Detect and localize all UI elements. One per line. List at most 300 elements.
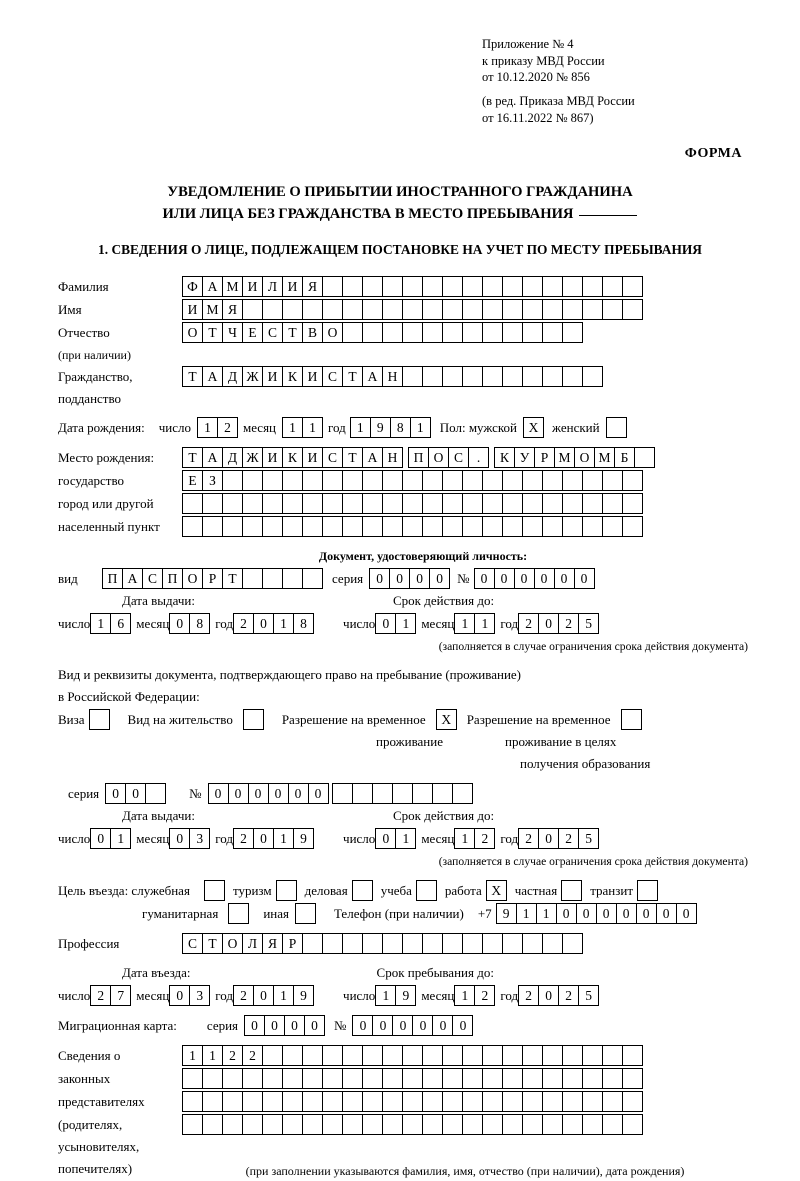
stay-doc-valid-year-input[interactable] bbox=[518, 828, 598, 849]
purpose-other-checkbox[interactable] bbox=[295, 903, 316, 924]
form-cell[interactable] bbox=[262, 1068, 283, 1089]
form-cell[interactable] bbox=[582, 1114, 603, 1135]
form-cell[interactable] bbox=[322, 1114, 343, 1135]
form-cell[interactable]: 1 bbox=[474, 613, 495, 634]
form-cell[interactable] bbox=[542, 276, 563, 297]
form-cell[interactable]: А bbox=[122, 568, 143, 589]
form-cell[interactable] bbox=[342, 1068, 363, 1089]
residence-permit-checkbox[interactable] bbox=[243, 709, 264, 730]
purpose-private-checkbox[interactable] bbox=[561, 880, 582, 901]
form-cell[interactable] bbox=[342, 1045, 363, 1066]
form-cell[interactable]: 0 bbox=[248, 783, 269, 804]
id-doc-issue-day-input[interactable] bbox=[90, 613, 130, 634]
form-cell[interactable] bbox=[522, 366, 543, 387]
form-cell[interactable] bbox=[262, 1114, 283, 1135]
form-cell[interactable] bbox=[542, 493, 563, 514]
form-cell[interactable] bbox=[362, 1045, 383, 1066]
form-cell[interactable]: 1 bbox=[90, 613, 111, 634]
form-cell[interactable] bbox=[542, 470, 563, 491]
form-cell[interactable] bbox=[622, 516, 643, 537]
form-cell[interactable] bbox=[242, 299, 263, 320]
form-cell[interactable]: Т bbox=[182, 447, 203, 468]
form-cell[interactable] bbox=[382, 1091, 403, 1112]
form-cell[interactable] bbox=[362, 276, 383, 297]
form-cell[interactable]: 2 bbox=[558, 985, 579, 1006]
form-cell[interactable]: И bbox=[302, 447, 323, 468]
stay-doc-issue-year-input[interactable] bbox=[233, 828, 313, 849]
migration-card-number-input[interactable] bbox=[352, 1015, 472, 1036]
form-cell[interactable] bbox=[302, 1045, 323, 1066]
form-cell[interactable] bbox=[582, 1045, 603, 1066]
id-doc-valid-month-input[interactable] bbox=[454, 613, 494, 634]
form-cell[interactable]: 1 bbox=[273, 828, 294, 849]
form-cell[interactable] bbox=[242, 1114, 263, 1135]
birthplace-state-input[interactable] bbox=[182, 447, 654, 468]
form-cell[interactable] bbox=[422, 366, 443, 387]
form-cell[interactable]: 1 bbox=[282, 417, 303, 438]
form-cell[interactable] bbox=[362, 299, 383, 320]
purpose-work-checkbox[interactable]: X bbox=[486, 880, 507, 901]
form-cell[interactable]: 2 bbox=[233, 985, 254, 1006]
form-cell[interactable] bbox=[362, 933, 383, 954]
temporary-residence-checkbox[interactable]: X bbox=[436, 709, 457, 730]
form-cell[interactable]: С bbox=[448, 447, 469, 468]
form-cell[interactable] bbox=[442, 322, 463, 343]
form-cell[interactable]: 0 bbox=[264, 1015, 285, 1036]
form-cell[interactable]: П bbox=[408, 447, 429, 468]
form-cell[interactable] bbox=[302, 299, 323, 320]
form-cell[interactable]: 5 bbox=[578, 828, 599, 849]
form-cell[interactable] bbox=[522, 322, 543, 343]
form-cell[interactable] bbox=[442, 516, 463, 537]
form-cell[interactable]: Д bbox=[222, 447, 243, 468]
form-cell[interactable]: С bbox=[262, 322, 283, 343]
form-cell[interactable] bbox=[282, 299, 303, 320]
form-cell[interactable] bbox=[242, 470, 263, 491]
form-cell[interactable] bbox=[542, 299, 563, 320]
form-cell[interactable] bbox=[442, 1068, 463, 1089]
purpose-official-checkbox[interactable] bbox=[204, 880, 225, 901]
form-cell[interactable] bbox=[622, 493, 643, 514]
form-cell[interactable] bbox=[462, 933, 483, 954]
form-cell[interactable] bbox=[562, 1114, 583, 1135]
form-cell[interactable] bbox=[302, 493, 323, 514]
form-cell[interactable] bbox=[342, 276, 363, 297]
form-cell[interactable]: 2 bbox=[518, 985, 539, 1006]
form-cell[interactable] bbox=[602, 470, 623, 491]
birthplace-city-input-1[interactable] bbox=[182, 470, 642, 491]
form-cell[interactable]: 1 bbox=[536, 903, 557, 924]
form-cell[interactable] bbox=[462, 322, 483, 343]
stay-year-input[interactable] bbox=[518, 985, 598, 1006]
form-cell[interactable]: 1 bbox=[273, 985, 294, 1006]
form-cell[interactable] bbox=[302, 568, 323, 589]
form-cell[interactable] bbox=[582, 1091, 603, 1112]
form-cell[interactable]: 0 bbox=[169, 828, 190, 849]
form-cell[interactable] bbox=[422, 322, 443, 343]
form-cell[interactable] bbox=[322, 470, 343, 491]
form-cell[interactable] bbox=[502, 1114, 523, 1135]
form-cell[interactable]: 1 bbox=[110, 828, 131, 849]
form-cell[interactable] bbox=[322, 493, 343, 514]
form-cell[interactable]: 0 bbox=[169, 985, 190, 1006]
form-cell[interactable]: 0 bbox=[90, 828, 111, 849]
form-cell[interactable]: 0 bbox=[284, 1015, 305, 1036]
form-cell[interactable] bbox=[602, 1068, 623, 1089]
form-cell[interactable] bbox=[322, 1091, 343, 1112]
form-cell[interactable]: 0 bbox=[474, 568, 495, 589]
form-cell[interactable]: Я bbox=[262, 933, 283, 954]
purpose-business-checkbox[interactable] bbox=[352, 880, 373, 901]
form-cell[interactable] bbox=[542, 1114, 563, 1135]
form-cell[interactable] bbox=[302, 1114, 323, 1135]
form-cell[interactable] bbox=[622, 1045, 643, 1066]
form-cell[interactable]: 1 bbox=[273, 613, 294, 634]
entry-month-input[interactable] bbox=[169, 985, 209, 1006]
form-cell[interactable]: И bbox=[282, 276, 303, 297]
form-cell[interactable]: Т bbox=[202, 933, 223, 954]
form-cell[interactable] bbox=[422, 470, 443, 491]
form-cell[interactable]: С bbox=[322, 447, 343, 468]
form-cell[interactable] bbox=[422, 299, 443, 320]
form-cell[interactable] bbox=[482, 470, 503, 491]
form-cell[interactable]: 0 bbox=[169, 613, 190, 634]
form-cell[interactable] bbox=[482, 1114, 503, 1135]
form-cell[interactable] bbox=[422, 933, 443, 954]
form-cell[interactable] bbox=[342, 470, 363, 491]
form-cell[interactable] bbox=[482, 299, 503, 320]
id-doc-issue-month-input[interactable] bbox=[169, 613, 209, 634]
form-cell[interactable]: К bbox=[282, 366, 303, 387]
form-cell[interactable]: Ч bbox=[222, 322, 243, 343]
form-cell[interactable] bbox=[602, 1091, 623, 1112]
form-cell[interactable]: 0 bbox=[409, 568, 430, 589]
form-cell[interactable]: 5 bbox=[578, 613, 599, 634]
form-cell[interactable] bbox=[482, 493, 503, 514]
stay-doc-issue-day-input[interactable] bbox=[90, 828, 130, 849]
form-cell[interactable]: Д bbox=[222, 366, 243, 387]
form-cell[interactable]: У bbox=[514, 447, 535, 468]
form-cell[interactable]: 0 bbox=[253, 613, 274, 634]
form-cell[interactable] bbox=[262, 299, 283, 320]
form-cell[interactable]: 1 bbox=[182, 1045, 203, 1066]
form-cell[interactable]: Л bbox=[262, 276, 283, 297]
form-cell[interactable] bbox=[262, 568, 283, 589]
form-cell[interactable] bbox=[382, 493, 403, 514]
form-cell[interactable] bbox=[542, 1091, 563, 1112]
form-cell[interactable]: 1 bbox=[454, 985, 475, 1006]
form-cell[interactable]: И bbox=[302, 366, 323, 387]
form-cell[interactable]: 0 bbox=[656, 903, 677, 924]
form-cell[interactable] bbox=[442, 1045, 463, 1066]
form-cell[interactable] bbox=[602, 516, 623, 537]
form-cell[interactable] bbox=[282, 1114, 303, 1135]
form-cell[interactable]: Т bbox=[282, 322, 303, 343]
form-cell[interactable] bbox=[542, 1045, 563, 1066]
form-cell[interactable] bbox=[242, 568, 263, 589]
form-cell[interactable]: 0 bbox=[452, 1015, 473, 1036]
form-cell[interactable] bbox=[242, 1068, 263, 1089]
form-cell[interactable]: И bbox=[262, 447, 283, 468]
form-cell[interactable] bbox=[322, 516, 343, 537]
form-cell[interactable]: 1 bbox=[410, 417, 431, 438]
form-cell[interactable] bbox=[442, 493, 463, 514]
form-cell[interactable] bbox=[562, 1068, 583, 1089]
form-cell[interactable] bbox=[442, 276, 463, 297]
representatives-input-3[interactable] bbox=[182, 1091, 642, 1112]
form-cell[interactable]: Р bbox=[282, 933, 303, 954]
form-cell[interactable]: В bbox=[302, 322, 323, 343]
purpose-tourism-checkbox[interactable] bbox=[276, 880, 297, 901]
form-cell[interactable]: Е bbox=[182, 470, 203, 491]
form-cell[interactable]: 0 bbox=[268, 783, 289, 804]
form-cell[interactable] bbox=[322, 299, 343, 320]
form-cell[interactable]: 0 bbox=[244, 1015, 265, 1036]
form-cell[interactable] bbox=[342, 1091, 363, 1112]
form-cell[interactable]: М bbox=[202, 299, 223, 320]
form-cell[interactable] bbox=[342, 493, 363, 514]
form-cell[interactable] bbox=[442, 933, 463, 954]
form-cell[interactable] bbox=[502, 933, 523, 954]
sex-female-checkbox[interactable] bbox=[606, 417, 627, 438]
form-cell[interactable] bbox=[522, 1045, 543, 1066]
form-cell[interactable]: Ж bbox=[242, 366, 263, 387]
form-cell[interactable] bbox=[452, 783, 473, 804]
form-cell[interactable]: 2 bbox=[474, 985, 495, 1006]
form-cell[interactable] bbox=[522, 276, 543, 297]
form-cell[interactable] bbox=[222, 516, 243, 537]
form-cell[interactable] bbox=[462, 516, 483, 537]
form-cell[interactable] bbox=[462, 299, 483, 320]
form-cell[interactable]: 0 bbox=[576, 903, 597, 924]
form-cell[interactable] bbox=[502, 1068, 523, 1089]
form-cell[interactable]: 2 bbox=[222, 1045, 243, 1066]
form-cell[interactable]: 0 bbox=[308, 783, 329, 804]
form-cell[interactable]: И bbox=[182, 299, 203, 320]
stay-day-input[interactable] bbox=[375, 985, 415, 1006]
form-cell[interactable]: 3 bbox=[189, 828, 210, 849]
form-cell[interactable] bbox=[282, 1045, 303, 1066]
patronymic-input[interactable] bbox=[182, 322, 582, 343]
form-cell[interactable] bbox=[422, 1091, 443, 1112]
form-cell[interactable]: Р bbox=[534, 447, 555, 468]
form-cell[interactable] bbox=[202, 1091, 223, 1112]
form-cell[interactable] bbox=[502, 322, 523, 343]
form-cell[interactable] bbox=[342, 516, 363, 537]
form-cell[interactable] bbox=[562, 299, 583, 320]
form-cell[interactable]: Т bbox=[202, 322, 223, 343]
form-cell[interactable]: М bbox=[594, 447, 615, 468]
profession-input[interactable] bbox=[182, 933, 582, 954]
form-cell[interactable] bbox=[262, 493, 283, 514]
form-cell[interactable]: 0 bbox=[538, 613, 559, 634]
form-cell[interactable]: 0 bbox=[288, 783, 309, 804]
form-cell[interactable] bbox=[582, 470, 603, 491]
form-cell[interactable] bbox=[422, 1068, 443, 1089]
form-cell[interactable]: 1 bbox=[395, 828, 416, 849]
form-cell[interactable] bbox=[202, 516, 223, 537]
stay-doc-number-input[interactable] bbox=[208, 783, 472, 804]
purpose-study-checkbox[interactable] bbox=[416, 880, 437, 901]
form-cell[interactable] bbox=[282, 516, 303, 537]
form-cell[interactable] bbox=[622, 276, 643, 297]
birth-day-input[interactable] bbox=[197, 417, 237, 438]
form-cell[interactable]: 0 bbox=[556, 903, 577, 924]
form-cell[interactable] bbox=[562, 366, 583, 387]
form-cell[interactable]: 3 bbox=[189, 985, 210, 1006]
form-cell[interactable] bbox=[622, 1091, 643, 1112]
form-cell[interactable] bbox=[542, 366, 563, 387]
form-cell[interactable] bbox=[282, 493, 303, 514]
form-cell[interactable] bbox=[462, 1091, 483, 1112]
form-cell[interactable] bbox=[522, 516, 543, 537]
form-cell[interactable]: П bbox=[102, 568, 123, 589]
form-cell[interactable] bbox=[362, 1114, 383, 1135]
form-cell[interactable]: К bbox=[282, 447, 303, 468]
purpose-transit-checkbox[interactable] bbox=[637, 880, 658, 901]
form-cell[interactable]: . bbox=[468, 447, 489, 468]
form-cell[interactable] bbox=[562, 276, 583, 297]
id-doc-number-input[interactable] bbox=[474, 568, 594, 589]
form-cell[interactable] bbox=[242, 516, 263, 537]
form-cell[interactable]: С bbox=[182, 933, 203, 954]
form-cell[interactable] bbox=[402, 1068, 423, 1089]
form-cell[interactable]: 1 bbox=[350, 417, 371, 438]
form-cell[interactable]: 1 bbox=[302, 417, 323, 438]
form-cell[interactable]: О bbox=[322, 322, 343, 343]
stay-doc-issue-month-input[interactable] bbox=[169, 828, 209, 849]
form-cell[interactable] bbox=[462, 493, 483, 514]
form-cell[interactable] bbox=[562, 1045, 583, 1066]
form-cell[interactable]: 1 bbox=[516, 903, 537, 924]
purpose-humanitarian-checkbox[interactable] bbox=[228, 903, 249, 924]
form-cell[interactable] bbox=[402, 933, 423, 954]
form-cell[interactable]: 0 bbox=[304, 1015, 325, 1036]
stay-doc-valid-month-input[interactable] bbox=[454, 828, 494, 849]
form-cell[interactable]: 2 bbox=[474, 828, 495, 849]
form-cell[interactable] bbox=[322, 933, 343, 954]
form-cell[interactable]: 0 bbox=[389, 568, 410, 589]
form-cell[interactable] bbox=[222, 493, 243, 514]
form-cell[interactable] bbox=[402, 1091, 423, 1112]
form-cell[interactable] bbox=[442, 470, 463, 491]
form-cell[interactable] bbox=[482, 276, 503, 297]
form-cell[interactable]: 1 bbox=[375, 985, 396, 1006]
id-doc-valid-year-input[interactable] bbox=[518, 613, 598, 634]
form-cell[interactable] bbox=[362, 322, 383, 343]
form-cell[interactable] bbox=[342, 1114, 363, 1135]
form-cell[interactable] bbox=[522, 1114, 543, 1135]
form-cell[interactable] bbox=[342, 933, 363, 954]
form-cell[interactable]: 2 bbox=[233, 613, 254, 634]
form-cell[interactable]: 0 bbox=[369, 568, 390, 589]
form-cell[interactable]: 2 bbox=[518, 828, 539, 849]
form-cell[interactable] bbox=[342, 322, 363, 343]
form-cell[interactable]: 0 bbox=[372, 1015, 393, 1036]
form-cell[interactable]: 0 bbox=[494, 568, 515, 589]
form-cell[interactable]: М bbox=[222, 276, 243, 297]
form-cell[interactable] bbox=[322, 276, 343, 297]
form-cell[interactable]: 0 bbox=[253, 828, 274, 849]
phone-input[interactable] bbox=[496, 903, 696, 924]
form-cell[interactable] bbox=[442, 299, 463, 320]
form-cell[interactable] bbox=[522, 1068, 543, 1089]
entry-day-input[interactable] bbox=[90, 985, 130, 1006]
form-cell[interactable]: 1 bbox=[454, 828, 475, 849]
form-cell[interactable]: 9 bbox=[370, 417, 391, 438]
form-cell[interactable]: Я bbox=[302, 276, 323, 297]
form-cell[interactable] bbox=[362, 470, 383, 491]
form-cell[interactable] bbox=[622, 1114, 643, 1135]
form-cell[interactable] bbox=[322, 1045, 343, 1066]
form-cell[interactable] bbox=[622, 299, 643, 320]
form-cell[interactable]: С bbox=[142, 568, 163, 589]
form-cell[interactable] bbox=[302, 933, 323, 954]
form-cell[interactable]: Б bbox=[614, 447, 635, 468]
form-cell[interactable]: З bbox=[202, 470, 223, 491]
form-cell[interactable]: 0 bbox=[676, 903, 697, 924]
form-cell[interactable] bbox=[402, 516, 423, 537]
stay-doc-series-input[interactable] bbox=[105, 783, 165, 804]
form-cell[interactable] bbox=[522, 1091, 543, 1112]
form-cell[interactable] bbox=[402, 493, 423, 514]
form-cell[interactable] bbox=[342, 299, 363, 320]
form-cell[interactable]: 2 bbox=[558, 828, 579, 849]
form-cell[interactable]: 0 bbox=[432, 1015, 453, 1036]
form-cell[interactable] bbox=[462, 1114, 483, 1135]
form-cell[interactable]: Т bbox=[182, 366, 203, 387]
form-cell[interactable]: Н bbox=[382, 366, 403, 387]
form-cell[interactable] bbox=[602, 276, 623, 297]
form-cell[interactable]: 0 bbox=[228, 783, 249, 804]
form-cell[interactable]: 2 bbox=[233, 828, 254, 849]
form-cell[interactable] bbox=[382, 1114, 403, 1135]
representatives-input-2[interactable] bbox=[182, 1068, 642, 1089]
form-cell[interactable] bbox=[302, 1068, 323, 1089]
form-cell[interactable] bbox=[382, 299, 403, 320]
form-cell[interactable]: 2 bbox=[217, 417, 238, 438]
form-cell[interactable] bbox=[562, 322, 583, 343]
form-cell[interactable] bbox=[382, 1045, 403, 1066]
form-cell[interactable]: А bbox=[202, 276, 223, 297]
form-cell[interactable] bbox=[482, 1091, 503, 1112]
form-cell[interactable]: 8 bbox=[293, 613, 314, 634]
form-cell[interactable]: А bbox=[202, 447, 223, 468]
form-cell[interactable] bbox=[442, 366, 463, 387]
form-cell[interactable]: 0 bbox=[616, 903, 637, 924]
form-cell[interactable] bbox=[522, 933, 543, 954]
form-cell[interactable] bbox=[242, 493, 263, 514]
form-cell[interactable] bbox=[362, 493, 383, 514]
birthplace-city-input-2[interactable] bbox=[182, 493, 642, 514]
form-cell[interactable] bbox=[462, 276, 483, 297]
form-cell[interactable] bbox=[402, 1045, 423, 1066]
form-cell[interactable]: С bbox=[322, 366, 343, 387]
form-cell[interactable]: 6 bbox=[110, 613, 131, 634]
form-cell[interactable] bbox=[622, 1068, 643, 1089]
form-cell[interactable]: 0 bbox=[105, 783, 126, 804]
form-cell[interactable]: 0 bbox=[208, 783, 229, 804]
form-cell[interactable] bbox=[372, 783, 393, 804]
form-cell[interactable]: О bbox=[574, 447, 595, 468]
form-cell[interactable] bbox=[622, 470, 643, 491]
form-cell[interactable] bbox=[202, 1068, 223, 1089]
form-cell[interactable]: 0 bbox=[392, 1015, 413, 1036]
form-cell[interactable] bbox=[262, 516, 283, 537]
form-cell[interactable] bbox=[482, 933, 503, 954]
form-cell[interactable] bbox=[242, 1091, 263, 1112]
form-cell[interactable] bbox=[462, 366, 483, 387]
